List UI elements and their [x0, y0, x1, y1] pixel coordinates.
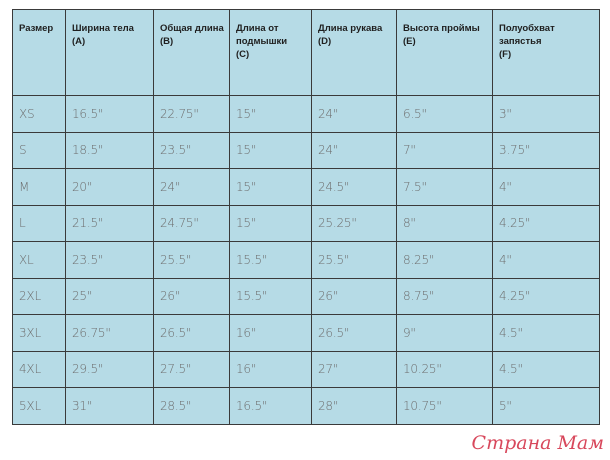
measurement-cell: 23.5" — [66, 242, 154, 279]
column-header-line: (E) — [403, 36, 416, 47]
measurement-cell: 5" — [493, 388, 600, 425]
column-header-line: (F) — [499, 49, 512, 60]
measurement-cell: 24.5" — [312, 169, 397, 206]
size-label-cell: XS — [13, 96, 66, 133]
column-header-line: подмышки — [236, 36, 288, 47]
measurement-cell: 8.25" — [397, 242, 493, 279]
measurement-cell: 3" — [493, 96, 600, 133]
measurement-cell: 26" — [154, 278, 230, 315]
measurement-cell: 4" — [493, 242, 600, 279]
column-header-line: (B) — [160, 36, 174, 47]
measurement-cell: 16" — [230, 351, 312, 388]
table-header — [13, 10, 600, 96]
measurement-cell: 24" — [154, 169, 230, 206]
column-header-line: Ширина тела — [72, 23, 134, 34]
measurement-cell: 15.5" — [230, 278, 312, 315]
column-header — [397, 10, 493, 96]
measurement-cell: 27" — [312, 351, 397, 388]
measurement-cell: 15" — [230, 205, 312, 242]
table-row — [13, 132, 600, 169]
measurement-cell: 8" — [397, 205, 493, 242]
measurement-cell: 3.75" — [493, 132, 600, 169]
table-row — [13, 205, 600, 242]
column-header — [312, 10, 397, 96]
measurement-cell: 25.5" — [154, 242, 230, 279]
measurement-cell: 24" — [312, 96, 397, 133]
measurement-cell: 18.5" — [66, 132, 154, 169]
column-header-line: (A) — [72, 36, 86, 47]
measurement-cell: 24.75" — [154, 205, 230, 242]
measurement-cell: 7.5" — [397, 169, 493, 206]
measurement-cell: 21.5" — [66, 205, 154, 242]
measurement-cell: 31" — [66, 388, 154, 425]
size-label-cell: 4XL — [13, 351, 66, 388]
table-row — [13, 388, 600, 425]
column-header — [230, 10, 312, 96]
size-label-cell: M — [13, 169, 66, 206]
size-chart-table — [12, 9, 600, 425]
measurement-cell: 9" — [397, 315, 493, 352]
measurement-cell: 26.75" — [66, 315, 154, 352]
measurement-cell: 16.5" — [66, 96, 154, 133]
header-row — [13, 10, 600, 96]
size-label-cell: 5XL — [13, 388, 66, 425]
size-label-cell: 2XL — [13, 278, 66, 315]
column-header — [493, 10, 600, 96]
column-header-line: Полуобхват — [499, 23, 555, 34]
measurement-cell: 15" — [230, 96, 312, 133]
size-label-cell: XL — [13, 242, 66, 279]
measurement-cell: 6.5" — [397, 96, 493, 133]
measurement-cell: 15.5" — [230, 242, 312, 279]
measurement-cell: 15" — [230, 169, 312, 206]
column-header-line: Высота проймы — [403, 23, 480, 34]
size-label-cell: L — [13, 205, 66, 242]
column-header — [154, 10, 230, 96]
measurement-cell: 15" — [230, 132, 312, 169]
measurement-cell: 29.5" — [66, 351, 154, 388]
measurement-cell: 4.5" — [493, 315, 600, 352]
size-label-cell: 3XL — [13, 315, 66, 352]
table-row — [13, 169, 600, 206]
column-header-line: Длина рукава — [318, 23, 383, 34]
measurement-cell: 25" — [66, 278, 154, 315]
column-header-line: Общая длина — [160, 23, 224, 34]
measurement-cell: 27.5" — [154, 351, 230, 388]
measurement-cell: 8.75" — [397, 278, 493, 315]
column-header-line: (D) — [318, 36, 332, 47]
table-row — [13, 315, 600, 352]
measurement-cell: 20" — [66, 169, 154, 206]
measurement-cell: 24" — [312, 132, 397, 169]
column-header-line: Размер — [19, 23, 54, 34]
measurement-cell: 26" — [312, 278, 397, 315]
measurement-cell: 25.5" — [312, 242, 397, 279]
table-row — [13, 351, 600, 388]
measurement-cell: 4" — [493, 169, 600, 206]
measurement-cell: 28" — [312, 388, 397, 425]
measurement-cell: 10.25" — [397, 351, 493, 388]
table-row — [13, 96, 600, 133]
table-row — [13, 242, 600, 279]
column-header — [13, 10, 66, 96]
measurement-cell: 28.5" — [154, 388, 230, 425]
measurement-cell: 16" — [230, 315, 312, 352]
size-label-cell: S — [13, 132, 66, 169]
measurement-cell: 7" — [397, 132, 493, 169]
measurement-cell: 25.25" — [312, 205, 397, 242]
measurement-cell: 4.5" — [493, 351, 600, 388]
column-header-line: запястья — [499, 36, 542, 47]
measurement-cell: 4.25" — [493, 278, 600, 315]
measurement-cell: 26.5" — [312, 315, 397, 352]
measurement-cell: 4.25" — [493, 205, 600, 242]
table-body — [13, 96, 600, 425]
measurement-cell: 26.5" — [154, 315, 230, 352]
site-watermark: Страна Мам — [471, 432, 604, 454]
measurement-cell: 22.75" — [154, 96, 230, 133]
column-header-line: (C) — [236, 49, 250, 60]
column-header-line: Длина от — [236, 23, 279, 34]
table-row — [13, 278, 600, 315]
measurement-cell: 10.75" — [397, 388, 493, 425]
measurement-cell: 16.5" — [230, 388, 312, 425]
measurement-cell: 23.5" — [154, 132, 230, 169]
column-header — [66, 10, 154, 96]
